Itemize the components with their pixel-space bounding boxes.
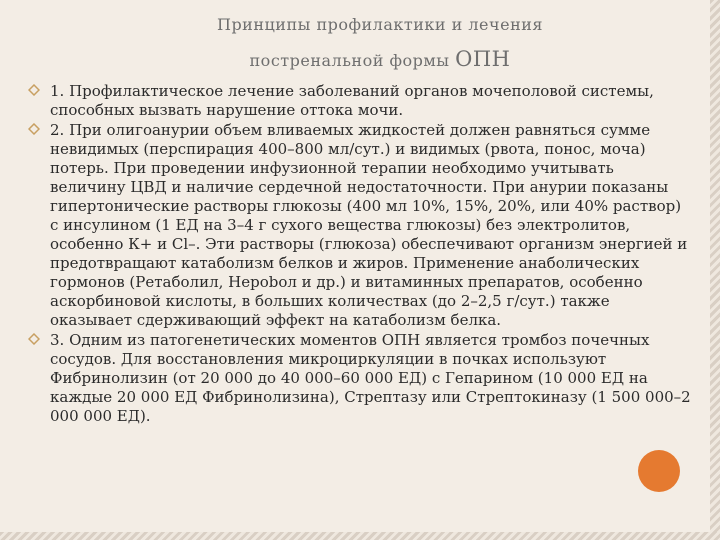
bullet-list xyxy=(28,82,694,427)
list-item xyxy=(28,82,694,120)
list-item-text: 2. При олигоанурии объем вливаемых жидкостей должен равняться сумме невидимых (перспирация 400–800 мл/сут.) и видимых (рвота, понос, моча) потерь. При проведении инфузионной терапии необходимо учитывать величину ЦВД и наличие сердечной недостаточности. При анурии показаны гипертонические растворы глюкозы (400 мл 10%, 15%, 20%, или 40% раствор) с инсулином (1 ЕД на 3–4 г сухого вещества глюкозы) без электролитов, особенно К+ и Cl–. Эти растворы (глюкоза) обеспечивают организм энергией и предотвращают катаболизм белков и жиров. Применение анаболических гормонов (Ретаболил, Нерobол и др.) и витаминных препаратов, особенно аскорбиновой кислоты, в больших количествах (до 2–2,5 г/сут.) также оказывает сдерживающий эффект на катаболизм белка. xyxy=(50,121,688,329)
title-abbreviation: ОПН xyxy=(455,47,511,71)
list-item-text: 3. Одним из патогенетических моментов ОПН является тромбоз почечных сосудов. Для восстановления микроциркуляции в почках используют Фибринолизин (от 20 000 до 40 000–60 000 ЕД) с Гепарином (10 000 ЕД на каждые 20 000 ЕД Фибринолизина), Стрептазу или Стрептокиназу (1 500 000–2 000 000 ЕД). xyxy=(50,331,691,425)
slide-title xyxy=(100,6,660,74)
title-line-2-text: постренальной формы xyxy=(249,51,456,70)
list-item xyxy=(28,121,694,330)
diamond-bullet-icon xyxy=(28,84,40,96)
title-line-1: Принципы профилактики и лечения xyxy=(216,15,543,34)
diamond-bullet-icon xyxy=(28,333,40,345)
bottom-border-pattern xyxy=(0,532,720,540)
list-item xyxy=(28,331,694,426)
diamond-bullet-icon xyxy=(28,123,40,135)
right-border-pattern xyxy=(710,0,720,540)
orange-circle-badge xyxy=(638,450,680,492)
list-item-text: 1. Профилактическое лечение заболеваний органов мочеполовой системы, способных вызвать нарушение оттока мочи. xyxy=(50,82,654,119)
title-line-2 xyxy=(100,46,660,74)
